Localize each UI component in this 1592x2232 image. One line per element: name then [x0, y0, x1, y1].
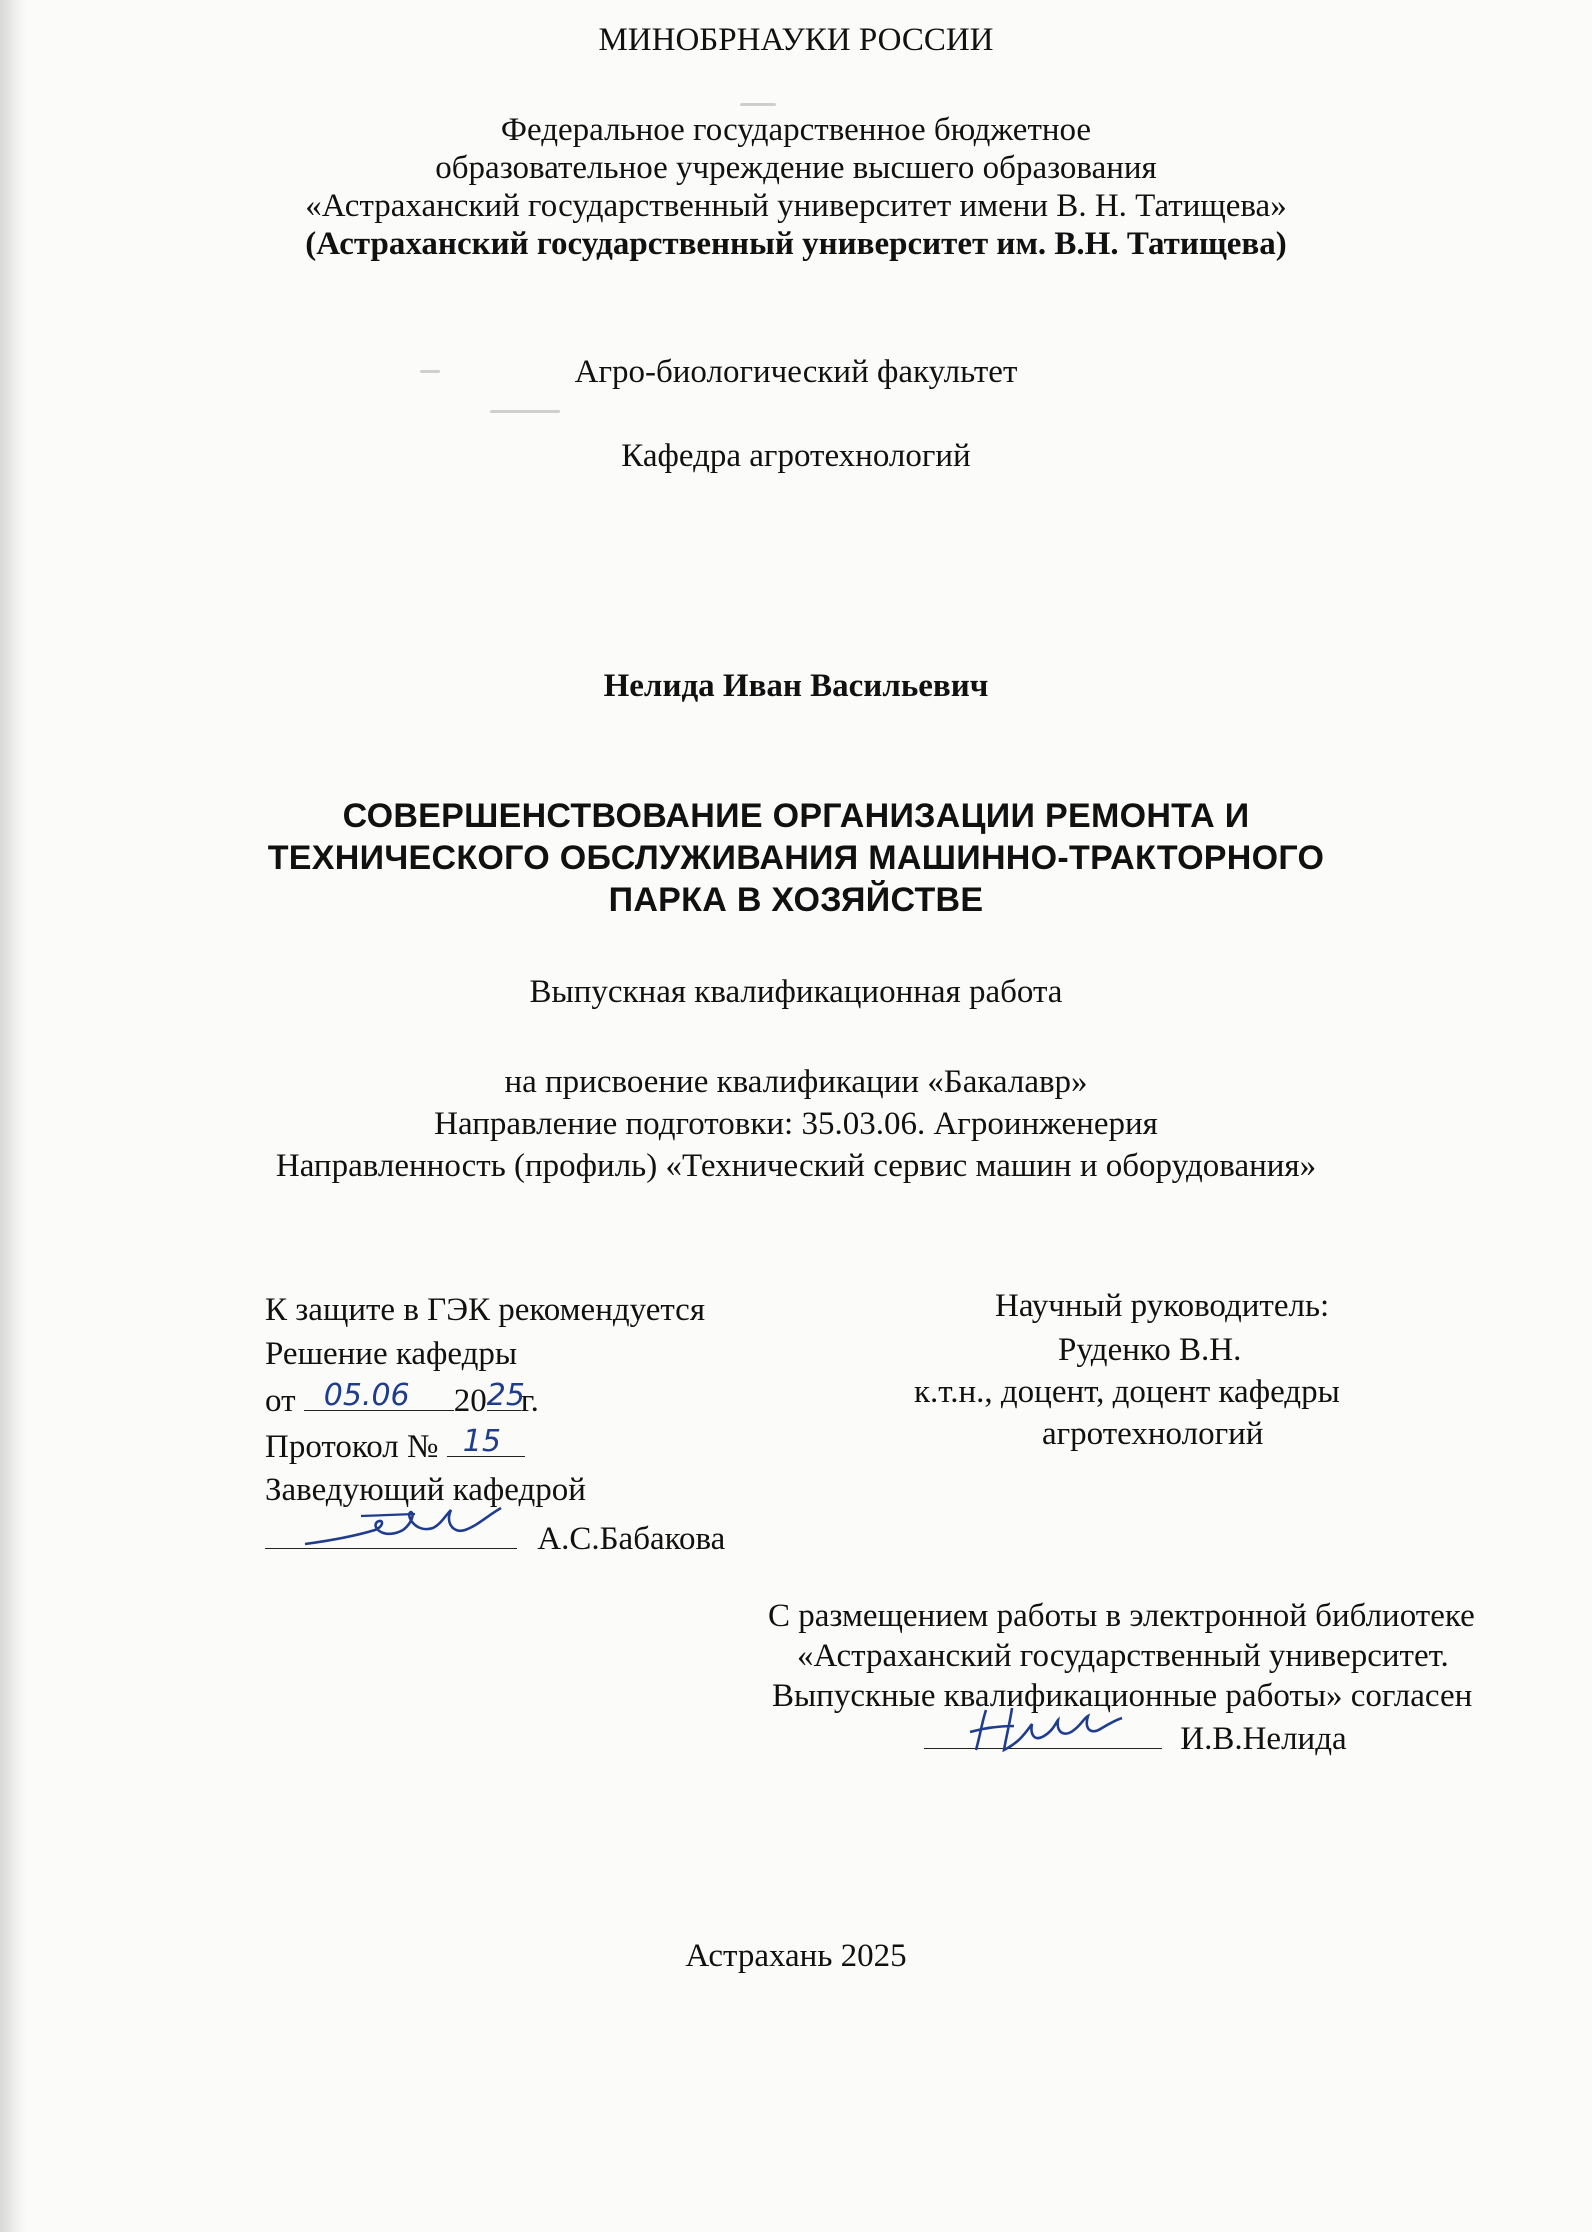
work-type: Выпускная квалификационная работа — [529, 974, 1063, 1010]
head-of-department-name: А.С.Бабакова — [537, 1521, 726, 1557]
department-decision: Решение кафедры — [265, 1336, 518, 1372]
city-year: Астрахань 2025 — [685, 1938, 907, 1974]
consent-line-3: Выпускные квалификационные работы» согласен — [772, 1678, 1473, 1714]
study-direction: Направление подготовки: 35.03.06. Агроинженерия — [434, 1106, 1158, 1142]
supervisor-position-2: агротехнологий — [1042, 1416, 1264, 1452]
department-name: Кафедра агротехнологий — [621, 438, 971, 474]
consent-line-1: С размещением работы в электронной библиотеке — [768, 1598, 1475, 1634]
protocol-field — [447, 1424, 525, 1457]
date-field — [304, 1378, 454, 1411]
supervisor-label: Научный руководитель: — [995, 1288, 1330, 1324]
ministry-name: МИНОБРНАУКИ РОССИИ — [598, 22, 994, 58]
defense-recommended: К защите в ГЭК рекомендуется — [265, 1292, 706, 1328]
author-consent-name: И.В.Нелида — [1180, 1721, 1347, 1757]
faculty-name: Агро-биологический факультет — [574, 354, 1018, 390]
year-prefix: 20 — [453, 1383, 487, 1419]
date-prefix: от — [265, 1383, 296, 1419]
consent-line-2: «Астраханский государственный университет. — [797, 1638, 1449, 1674]
signature-line — [924, 1714, 1162, 1749]
scan-smudge — [740, 103, 776, 106]
protocol-number — [265, 1424, 525, 1467]
thesis-title-line-2: ТЕХНИЧЕСКОГО ОБСЛУЖИВАНИЯ МАШИННО-ТРАКТОРНОГО — [267, 839, 1325, 877]
signature-line — [265, 1514, 517, 1549]
qualification: на присвоение квалификации «Бакалавр» — [504, 1064, 1088, 1100]
decision-date — [265, 1378, 539, 1421]
year-field — [486, 1378, 525, 1413]
handwritten-signature-icon — [924, 1698, 1162, 1758]
study-profile: Направленность (профиль) «Технический сервис машин и оборудования» — [275, 1148, 1317, 1184]
org-short-name: (Астраханский государственный университет им. В.Н. Татищева) — [305, 226, 1287, 262]
org-line-3: «Астраханский государственный университет имени В. Н. Татищева» — [305, 188, 1287, 224]
supervisor-name: Руденко В.Н. — [1058, 1332, 1242, 1368]
thesis-title-line-1: СОВЕРШЕНСТВОВАНИЕ ОРГАНИЗАЦИИ РЕМОНТА И — [342, 797, 1250, 835]
protocol-label: Протокол № — [265, 1429, 439, 1465]
handwritten-protocol: 15 — [462, 1424, 501, 1459]
handwritten-year: 25 — [486, 1378, 525, 1413]
handwritten-date: 05.06 — [323, 1378, 410, 1413]
head-of-department-label: Заведующий кафедрой — [265, 1472, 586, 1508]
author-name: Нелида Иван Васильевич — [603, 668, 989, 704]
org-line-1: Федеральное государственное бюджетное — [500, 112, 1092, 148]
handwritten-signature-icon — [265, 1500, 517, 1550]
head-of-department-signature — [265, 1514, 725, 1559]
year-suffix: г. — [520, 1383, 539, 1419]
org-line-2: образовательное учреждение высшего образования — [435, 150, 1157, 186]
supervisor-position-1: к.т.н., доцент, доцент кафедры — [914, 1374, 1340, 1410]
scan-smudge — [490, 410, 560, 413]
author-consent-signature — [924, 1714, 1347, 1759]
thesis-title-line-3: ПАРКА В ХОЗЯЙСТВЕ — [608, 881, 984, 919]
